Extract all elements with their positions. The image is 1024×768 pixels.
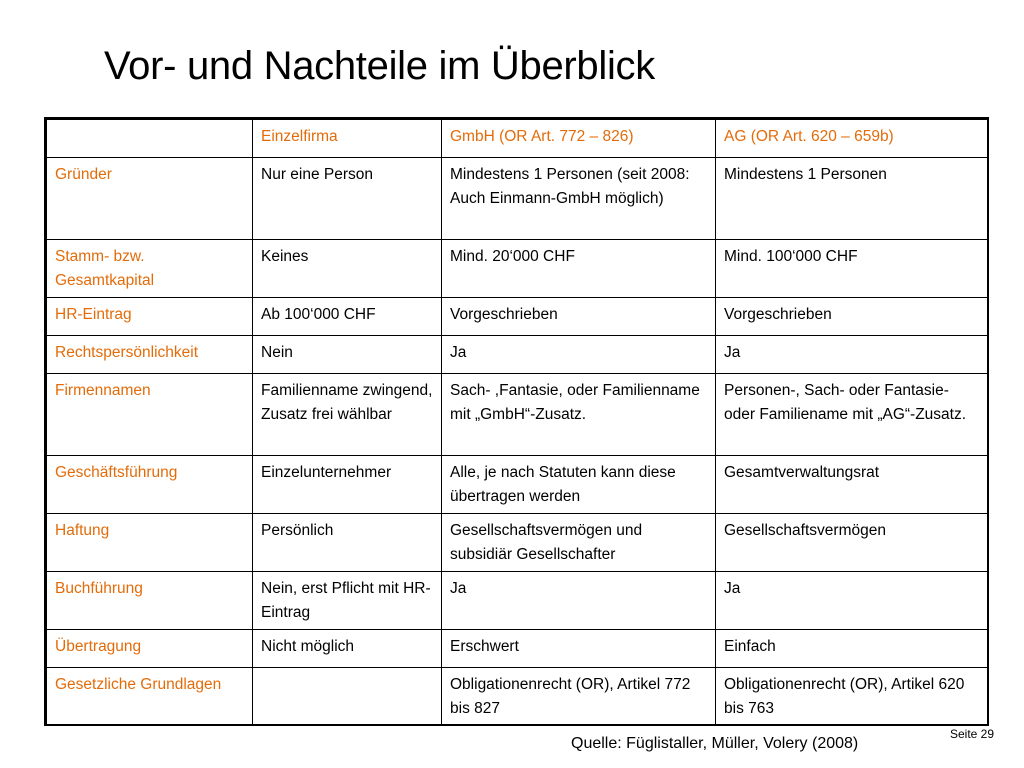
table-cell: Ja xyxy=(716,336,988,374)
table-cell: Mindestens 1 Personen xyxy=(716,158,988,240)
table-cell: Einfach xyxy=(716,630,988,668)
table-cell: Ab 100‘000 CHF xyxy=(253,298,442,336)
table-row xyxy=(47,514,988,572)
row-label: Stamm- bzw. Gesamtkapital xyxy=(47,240,253,298)
table-cell: Gesellschaftsvermögen und subsidiär Gesellschafter xyxy=(442,514,716,572)
page-number: Seite 29 xyxy=(950,727,995,741)
table-row xyxy=(47,668,988,726)
table-cell: Einzelunternehmer xyxy=(253,456,442,514)
table-row xyxy=(47,336,988,374)
row-label: Firmennamen xyxy=(47,374,253,456)
slide-title: Vor- und Nachteile im Überblick xyxy=(104,44,655,88)
table-row xyxy=(47,374,988,456)
header-cell-ag: AG (OR Art. 620 – 659b) xyxy=(716,120,988,158)
table-row xyxy=(47,572,988,630)
table-cell: Gesamtverwaltungsrat xyxy=(716,456,988,514)
table-row xyxy=(47,240,988,298)
table-row xyxy=(47,158,988,240)
table-cell: Ja xyxy=(716,572,988,630)
row-label: Übertragung xyxy=(47,630,253,668)
table-cell: Persönlich xyxy=(253,514,442,572)
source-citation: Quelle: Füglistaller, Müller, Volery (2008) xyxy=(571,735,859,752)
table-cell: Familienname zwingend, Zusatz frei wählbar xyxy=(253,374,442,456)
header-cell-einzelfirma: Einzelfirma xyxy=(253,120,442,158)
table-row xyxy=(47,456,988,514)
table-cell: Erschwert xyxy=(442,630,716,668)
table-cell: Nein xyxy=(253,336,442,374)
table-header-row xyxy=(47,120,988,158)
row-label: Buchführung xyxy=(47,572,253,630)
table-row xyxy=(47,298,988,336)
table-cell: Obligationenrecht (OR), Artikel 620 bis 763 xyxy=(716,668,988,726)
table-cell: Gesellschaftsvermögen xyxy=(716,514,988,572)
table-cell: Personen-, Sach- oder Fantasie- oder Familiename mit „AG“-Zusatz. xyxy=(716,374,988,456)
row-label: Geschäftsführung xyxy=(47,456,253,514)
table-cell: Mindestens 1 Personen (seit 2008: Auch Einmann-GmbH möglich) xyxy=(442,158,716,240)
table-cell: Keines xyxy=(253,240,442,298)
table-cell: Nur eine Person xyxy=(253,158,442,240)
header-cell-gmbh: GmbH (OR Art. 772 – 826) xyxy=(442,120,716,158)
table-cell: Nicht möglich xyxy=(253,630,442,668)
table-cell xyxy=(253,668,442,726)
row-label: Rechtspersönlichkeit xyxy=(47,336,253,374)
row-label: Gründer xyxy=(47,158,253,240)
table-cell: Sach- ,Fantasie, oder Familienname mit „GmbH“-Zusatz. xyxy=(442,374,716,456)
table-row xyxy=(47,630,988,668)
row-label: HR-Eintrag xyxy=(47,298,253,336)
table-cell: Vorgeschrieben xyxy=(716,298,988,336)
row-label: Gesetzliche Grundlagen xyxy=(47,668,253,726)
table-cell: Vorgeschrieben xyxy=(442,298,716,336)
table-cell: Alle, je nach Statuten kann diese übertragen werden xyxy=(442,456,716,514)
comparison-table xyxy=(44,117,989,726)
row-label: Haftung xyxy=(47,514,253,572)
table-cell: Ja xyxy=(442,572,716,630)
table-cell: Ja xyxy=(442,336,716,374)
table-cell: Mind. 20‘000 CHF xyxy=(442,240,716,298)
table-cell: Nein, erst Pflicht mit HR-Eintrag xyxy=(253,572,442,630)
table-cell: Mind. 100‘000 CHF xyxy=(716,240,988,298)
table-cell: Obligationenrecht (OR), Artikel 772 bis 827 xyxy=(442,668,716,726)
header-cell-empty xyxy=(47,120,253,158)
